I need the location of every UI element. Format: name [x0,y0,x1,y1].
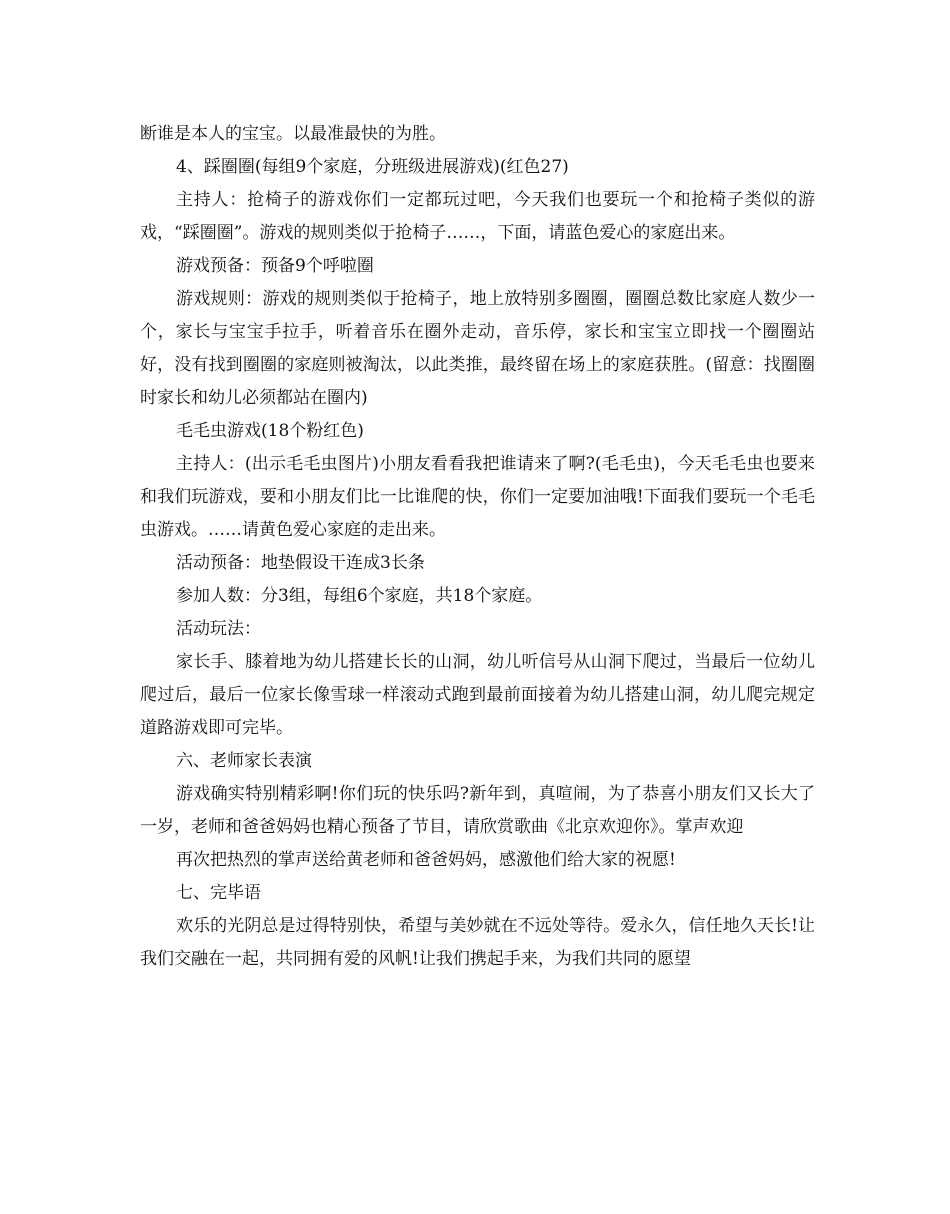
paragraph-host-intro-caterpillar: 主持人：(出示毛毛虫图片)小朋友看看我把谁请来了啊?(毛毛虫)，今天毛毛虫也要来和我们玩游戏，要和小朋友们比一比谁爬的快，你们一定要加油哦!下面我们要玩一个毛毛虫游戏。……请黄色爱心家庭的走出来。 [140,454,815,540]
section-heading-step-on-circles: 4、踩圈圈(每组9个家庭，分班级进展游戏)(红色27) [176,157,569,177]
paragraph-activity-method: 家长手、膝着地为幼儿搭建长长的山洞，幼儿听信号从山洞下爬过，当最后一位幼儿爬过后，最后一位家长像雪球一样滚动式跑到最前面接着为幼儿搭建山洞，幼儿爬完规定道路游戏即可完毕。 [140,652,815,738]
paragraph-participants: 参加人数：分3组，每组6个家庭，共18个家庭。 [176,586,543,606]
paragraph-activity-preparation: 活动预备：地垫假设干连成3长条 [176,553,425,573]
section-heading-performance: 六、老师家长表演 [176,751,312,771]
paragraph-continuation: 断谁是本人的宝宝。以最准最快的为胜。 [140,124,446,144]
document-body [140,118,815,976]
paragraph-game-rules: 游戏规则：游戏的规则类似于抢椅子，地上放特别多圈圈，圈圈总数比家庭人数少一个，家长与宝宝手拉手，听着音乐在圈外走动，音乐停，家长和宝宝立即找一个圈圈站好，没有找到圈圈的家庭则被淘汰，以此类推，最终留在场上的家庭获胜。(留意：找圈圈时家长和幼儿必须都站在圈内) [140,289,815,408]
paragraph-applause: 再次把热烈的掌声送给黄老师和爸爸妈妈，感激他们给大家的祝愿! [176,850,676,870]
section-heading-closing: 七、完毕语 [176,883,261,903]
paragraph-closing-remarks: 欢乐的光阴总是过得特别快，希望与美妙就在不远处等待。爱永久，信任地久天长!让我们交融在一起，共同拥有爱的风帆!让我们携起手来，为我们共同的愿望 [140,916,815,969]
paragraph-game-preparation: 游戏预备：预备9个呼啦圈 [176,256,374,276]
paragraph-performance-intro: 游戏确实特别精彩啊!你们玩的快乐吗?新年到，真喧闹，为了恭喜小朋友们又长大了一岁，老师和爸爸妈妈也精心预备了节目，请欣赏歌曲《北京欢迎你》。掌声欢迎 [140,784,815,837]
paragraph-activity-method-label: 活动玩法： [176,619,261,639]
section-heading-caterpillar-game: 毛毛虫游戏(18个粉红色) [176,421,364,441]
paragraph-host-intro-circles: 主持人：抢椅子的游戏你们一定都玩过吧，今天我们也要玩一个和抢椅子类似的游戏，“踩圈圈”。游戏的规则类似于抢椅子……，下面，请蓝色爱心的家庭出来。 [140,190,815,243]
